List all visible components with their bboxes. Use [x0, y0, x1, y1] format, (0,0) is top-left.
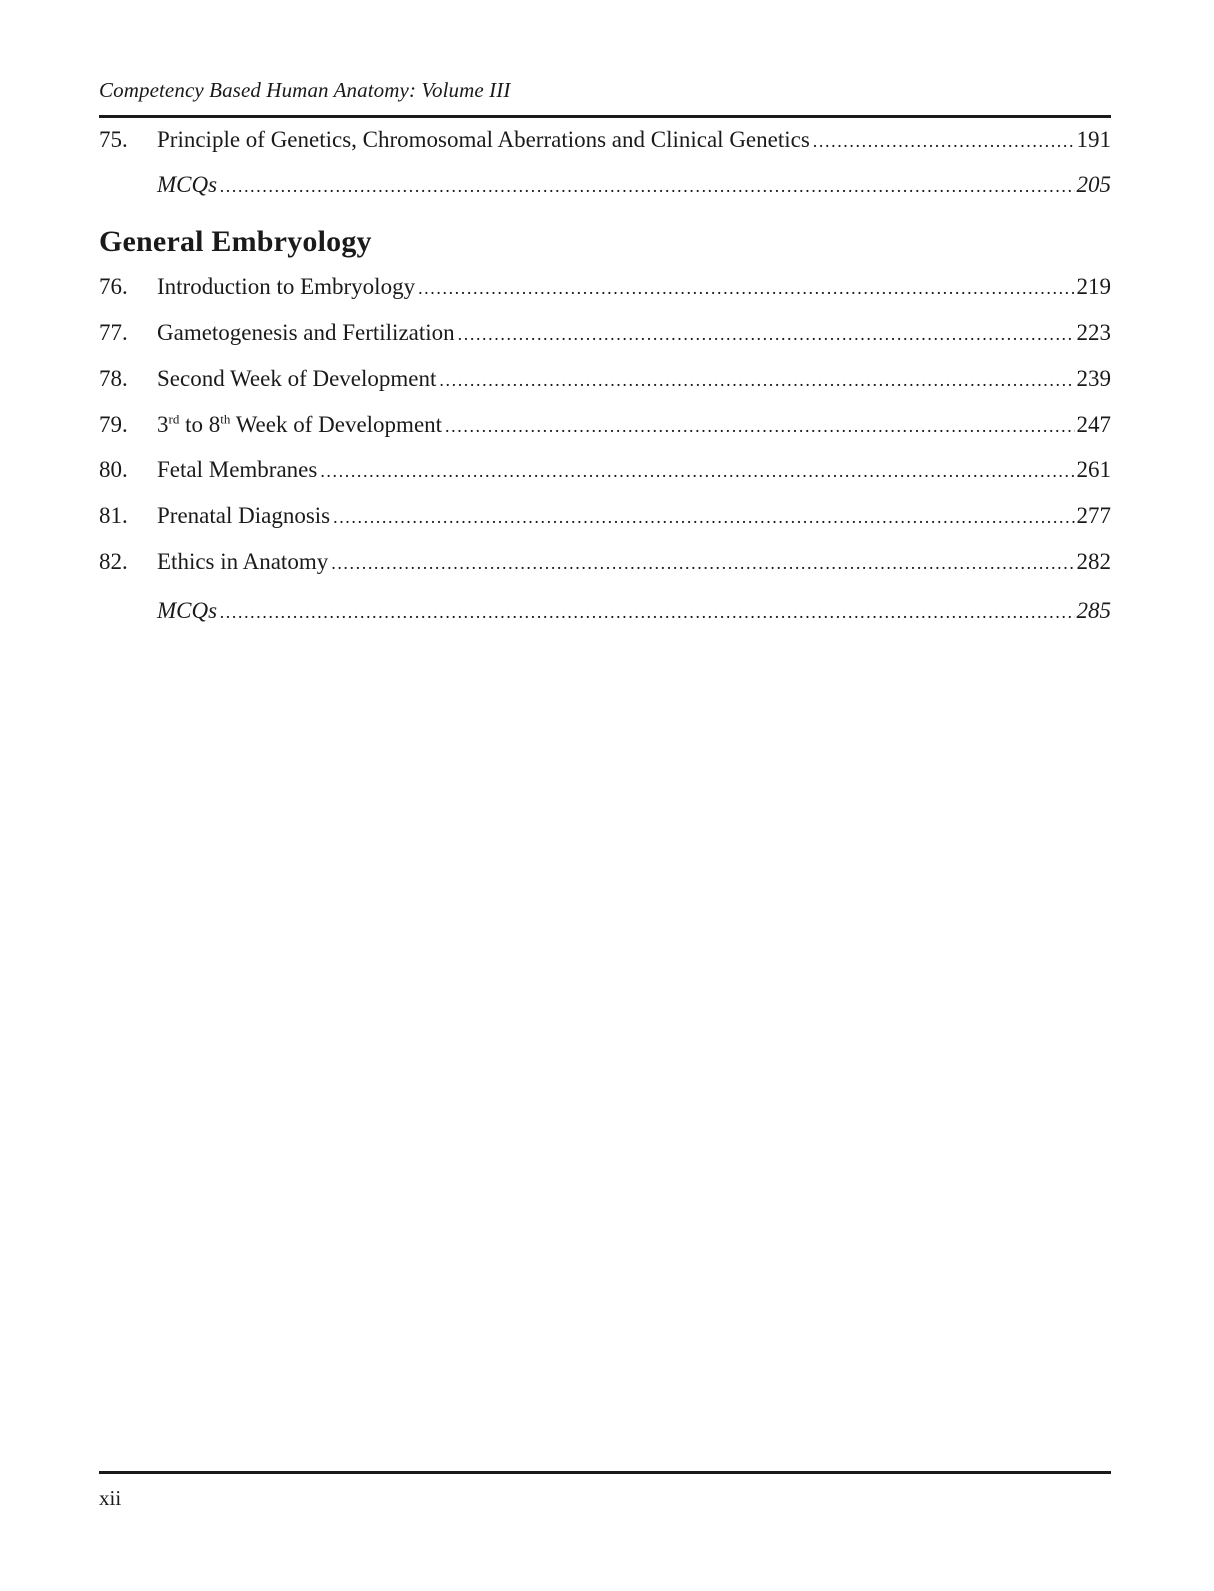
toc-entry-mcqs[interactable]	[99, 172, 1111, 202]
dot-leader	[220, 602, 1074, 623]
entry-page: 191	[1076, 127, 1111, 152]
entry-title: Prenatal Diagnosis	[157, 503, 331, 528]
entry-number: 78.	[99, 366, 128, 391]
entry-page: 239	[1076, 366, 1111, 391]
entry-title: Fetal Membranes	[157, 457, 318, 482]
entry-title: MCQs	[157, 598, 218, 623]
entry-title: MCQs	[157, 172, 218, 197]
dot-leader	[439, 370, 1074, 391]
entry-title: Principle of Genetics, Chromosomal Aberrations and Clinical Genetics	[157, 127, 810, 152]
dot-leader	[331, 553, 1074, 574]
title-part: Week of Development	[230, 412, 443, 437]
entry-number: 81.	[99, 503, 128, 528]
toc-entry[interactable]	[99, 274, 1111, 304]
entry-page: 282	[1076, 549, 1111, 574]
dot-leader	[220, 176, 1074, 197]
running-head: Competency Based Human Anatomy: Volume III	[99, 78, 511, 102]
entry-number: 80.	[99, 457, 128, 482]
section-heading: General Embryology	[99, 225, 372, 258]
dot-leader	[320, 461, 1074, 482]
ordinal-suffix: rd	[168, 411, 180, 427]
page-number: xii	[99, 1486, 122, 1510]
toc-entry[interactable]	[99, 320, 1111, 350]
toc-entry-mcqs[interactable]	[99, 598, 1111, 628]
entry-title: Introduction to Embryology	[157, 274, 416, 299]
entry-page: 247	[1076, 412, 1111, 437]
title-part: 3	[157, 412, 169, 437]
entry-page: 277	[1076, 503, 1111, 528]
entry-page: 219	[1076, 274, 1111, 299]
dot-leader	[813, 131, 1075, 152]
title-part: to 8	[179, 412, 221, 437]
toc-entry[interactable]	[99, 127, 1111, 157]
dot-leader	[458, 324, 1075, 345]
toc-entry[interactable]	[99, 549, 1111, 579]
entry-title: Ethics in Anatomy	[157, 549, 329, 574]
header-rule	[99, 115, 1111, 118]
dot-leader	[418, 278, 1074, 299]
toc-entry[interactable]	[99, 366, 1111, 396]
toc-entry[interactable]	[99, 457, 1111, 487]
ordinal-suffix: th	[220, 411, 231, 427]
entry-title: Second Week of Development	[157, 366, 437, 391]
entry-title: Gametogenesis and Fertilization	[157, 320, 455, 345]
entry-number: 75.	[99, 127, 128, 152]
entry-page: 261	[1076, 457, 1111, 482]
dot-leader	[333, 507, 1074, 528]
entry-page: 285	[1076, 598, 1111, 623]
entry-page: 205	[1076, 172, 1111, 197]
dot-leader	[445, 416, 1074, 437]
toc-entry[interactable]	[99, 412, 1111, 442]
entry-page: 223	[1076, 320, 1111, 345]
entry-number: 82.	[99, 549, 128, 574]
entry-title	[157, 412, 442, 438]
footer-rule	[99, 1471, 1111, 1474]
entry-number: 77.	[99, 320, 128, 345]
toc-entry[interactable]	[99, 503, 1111, 533]
entry-number: 76.	[99, 274, 128, 299]
entry-number: 79.	[99, 412, 128, 437]
